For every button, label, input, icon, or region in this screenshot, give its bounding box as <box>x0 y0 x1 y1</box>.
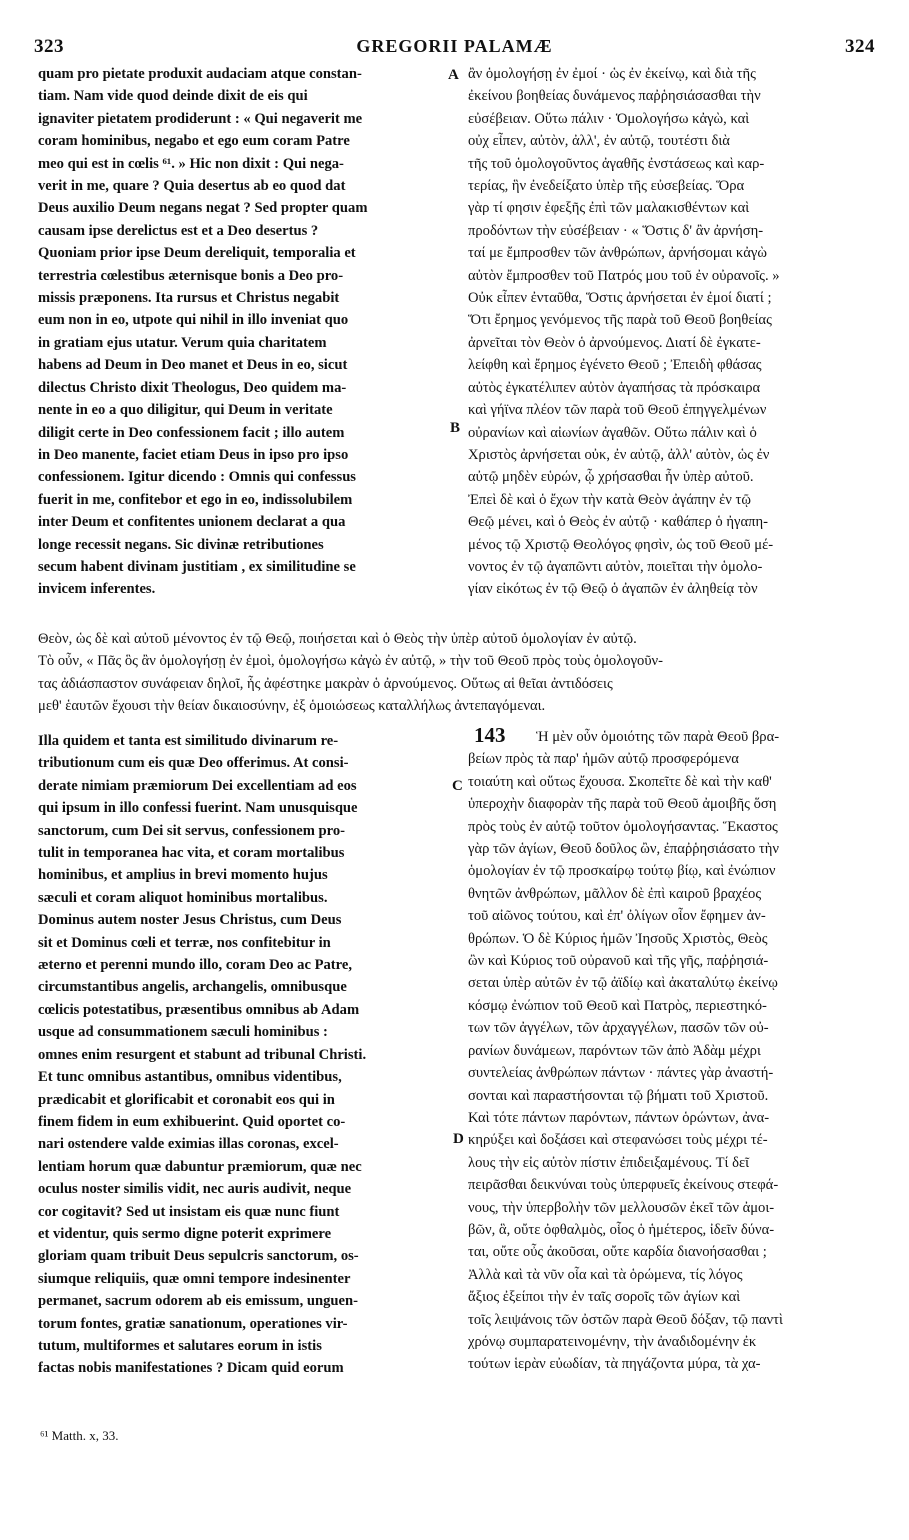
text-line: tiam. Nam vide quod deinde dixit de eis qui <box>38 88 308 105</box>
text-line: torum fontes, gratiæ sanationum, operationes vir- <box>38 1315 348 1332</box>
text-line: κόσμῳ ἐνώπιον τοῦ Θεοῦ καὶ Πατρὸς, περιεστηκό- <box>468 997 767 1014</box>
text-line: derate nimiam præmiorum Dei excellentiam ad eos <box>38 777 357 794</box>
text-line: in Deo manente, faciet etiam Deus in ipso pro ipso <box>38 446 349 463</box>
text-line: τοῖς λειψάνοις τῶν ὀστῶν παρὰ Θεοῦ δόξαν, τῷ παντὶ <box>468 1311 783 1328</box>
text-line: sæculi et coram aliquot hominibus mortalibus. <box>38 889 328 906</box>
text-line: dilectus Christo dixit Theologus, Deo quidem ma- <box>38 379 347 396</box>
text-line: verit in me, quare ? Quia desertus ab eo quod dat <box>38 178 346 195</box>
text-line: coram hominibus, negabo et ego eum coram Patre <box>38 133 350 150</box>
text-line: finem fidem in eum exhibuerint. Quid oportet co- <box>38 1113 346 1130</box>
text-line: θρώπων. Ὁ δὲ Κύριος ἡμῶν Ἰησοῦς Χριστὸς, Θεὸς <box>468 930 768 947</box>
text-line: meo qui est in cœlis ⁶¹. » Hic non dixit : Qui nega- <box>38 155 344 172</box>
text-line: γίαν εἰκότως ἐν τῷ Θεῷ ὁ ἀγαπῶν ἐν ἀληθείᾳ τὸν <box>468 581 758 598</box>
latin-column-bottom <box>38 730 442 1380</box>
text-line: nari ostendere valde eximias illas coronas, excel- <box>38 1136 339 1153</box>
text-line: τοιαύτη καὶ οὕτως ἔχουσα. Σκοπεῖτε δὲ καὶ τὴν καθ' <box>468 773 772 790</box>
margin-marker-a: A <box>448 67 459 83</box>
text-line: σονται καὶ παραστήσονται τῷ βήματι τοῦ Χριστοῦ. <box>468 1087 769 1104</box>
text-line: ἐκείνου βοηθείας δυνάμενος παῤῥησιάσασθαι τὴν <box>468 88 761 105</box>
text-line: πειρᾶσθαι δεικνύναι τοὺς ὑπερφυεῖς ἐκείνους στεφά- <box>468 1177 779 1194</box>
text-line: μένος τῷ Χριστῷ Θεολόγος φησὶν, ὡς τοῦ Θεοῦ μέ- <box>468 536 774 553</box>
text-line: τῆς τοῦ ὁμολογοῦντος ἀγαθῆς ἐνστάσεως καὶ καρ- <box>468 155 765 172</box>
text-line: missis præponens. Ita rursus et Christus negabit <box>38 290 340 307</box>
text-line: oculus noster similis vidit, nec auris audivit, neque <box>38 1181 352 1198</box>
text-line: Deus auxilio Deum negans negat ? Sed propter quam <box>38 200 368 217</box>
footnote: ⁶¹ Matth. x, 33. <box>40 1428 119 1443</box>
text-line: factas nobis manifestationes ? Dicam quid eorum <box>38 1360 344 1377</box>
text-line: Οὐκ εἶπεν ἐνταῦθα, Ὅστις ἀρνήσεται ἐν ἐμοί διατί ; <box>468 290 772 307</box>
text-line: inter Deum et confitentes unionem declarat a qua <box>38 514 346 531</box>
text-line: fuerit in me, confitebor et ego in eo, indissolubilem <box>38 491 353 508</box>
margin-marker-d: D <box>453 1131 464 1147</box>
text-line: προδόντων τὴν εὐσέβειαν · « Ὅστις δ' ἂν ἀρνήση- <box>468 222 764 239</box>
text-line: μεθ' ἑαυτῶν ἔχουσι τὴν θείαν δικαιοσύνην, ἐξ ὁμοιώσεως καταλλήλως ἀντεπαγόμεναι. <box>38 698 546 715</box>
text-line: συντελείας ἀνθρώπων πάντων · πάντες γὰρ ἀναστή- <box>468 1065 774 1082</box>
text-line: causam ipse derelictus est et a Deo desertus ? <box>38 222 319 239</box>
text-line: tributionum cum eis quæ Deo offerimus. At consi- <box>38 755 349 772</box>
text-line: ὢν καὶ Κύριος τοῦ οὐρανοῦ καὶ τῆς γῆς, παῤῥησιά- <box>468 953 769 970</box>
text-line: cœlicis potestatibus, præsentibus omnibus ab Adam <box>38 1001 360 1018</box>
text-line: Dominus autem noster Jesus Christus, cum Deus <box>38 912 342 929</box>
text-line: terrestria cœlestibus æternisque bonis a Deo pro- <box>38 267 344 284</box>
text-line: βείων πρὸς τὰ παρ' ἡμῶν αὐτῷ προσφερόμενα <box>468 751 739 768</box>
text-line: permanet, sacrum odorem ab eis emissum, unguen- <box>38 1293 358 1310</box>
text-line: Ἐπεὶ δὲ καὶ ὁ ἔχων τὴν κατὰ Θεὸν ἀγάπην ἐν τῷ <box>468 491 751 508</box>
latin-column-top <box>38 63 442 601</box>
text-line: invicem inferentes. <box>38 581 156 598</box>
section-number: 143 <box>474 723 506 747</box>
text-line: qui ipsum in illo confessi fuerint. Nam unusquisque <box>38 800 358 817</box>
text-line: λους τὴν εἰς αὐτὸν πίστιν ἐπιδειξαμένους. Τί δεῖ <box>468 1154 750 1171</box>
text-line: γὰρ τί φησιν ἐφεξῆς ἐπὶ τῶν μαλακισθέντων καὶ <box>468 200 750 217</box>
text-line: αὐτὸς ἐγκατέλιπεν αὐτὸν ἀγαπήσας τὰ πρόσκαιρα <box>468 379 761 396</box>
text-line: τοῦ αἰῶνος τούτου, καὶ ἐπ' ὀλίγων οἷον ἔφημεν ἀν- <box>468 908 766 925</box>
text-line: οὐρανίων καὶ αἰωνίων ἀγαθῶν. Οὕτω πάλιν καὶ ὁ <box>468 424 757 441</box>
text-line: gloriam quam tribuit Deus sepulcris sanctorum, os- <box>38 1248 359 1265</box>
text-line: γὰρ τῶν ἁγίων, Θεοῦ δοῦλος ὢν, ἐπαῤῥησιάσατο τὴν <box>468 841 780 858</box>
text-line: ignaviter pietatem prodiderunt : « Qui negaverit me <box>38 110 363 127</box>
text-line: Et tunc omnibus astantibus, omnibus videntibus, <box>38 1069 342 1086</box>
text-line: eum non in eo, utpote qui nihil in illo inveniat quo <box>38 312 349 329</box>
text-line: Τὸ οὖν, « Πᾶς ὃς ἂν ὁμολογήσῃ ἐν ἐμοὶ, ὁμολογήσω κἀγὼ ἐν αὐτῷ, » τὴν τοῦ Θεοῦ πρὸς τοὺς ὁμολογοῦν- <box>38 653 664 670</box>
text-line: των τῶν ἀγγέλων, τῶν ἀρχαγγέλων, πασῶν τῶν οὐ- <box>468 1020 769 1037</box>
text-line: ται, οὔτε οὖς ἀκοῦσαι, οὔτε καρδία διανοήσασθαι ; <box>468 1244 767 1261</box>
text-line: ὁμολογίαν ἐν τῷ προσκαίρῳ τούτῳ βίῳ, καὶ ἐνώπιον <box>468 863 776 880</box>
text-line: cor cogitavit? Sed ut insistam eis quæ nunc fiunt <box>38 1203 340 1220</box>
text-line: et videntur, quis sermo digne poterit exprimere <box>38 1225 332 1242</box>
text-line: αὐτὸν ἔμπροσθεν τοῦ Πατρός μου τοῦ ἐν οὐρανοῖς. » <box>468 267 780 284</box>
greek-full-width-paragraph <box>38 628 876 718</box>
text-line: ἄξιος ἐξείποι τὴν ἐν ταῖς σοροῖς τῶν ἁγίων καὶ <box>468 1289 741 1306</box>
text-line: Καὶ τότε πάντων παρόντων, πάντων ὁρώντων, ἀνα- <box>468 1109 770 1126</box>
text-line: οὐχ εἶπεν, αὐτὸν, ἀλλ', ἐν αὐτῷ, τουτέστι διὰ <box>468 133 730 150</box>
text-line: lentiam horum quæ dabuntur præmiorum, quæ nec <box>38 1158 362 1175</box>
text-line: Illa quidem et tanta est similitudo divinarum re- <box>38 733 339 749</box>
text-line: τερίας, ἣν ἐνεδείξατο ὑπὲρ τῆς εὐσεβείας. Ὅρα <box>468 178 745 195</box>
text-line: in gratiam ejus utatur. Verum quia charitatem <box>38 334 327 351</box>
text-line: habens ad Deum in Deo manet et Deus in eo, sicut <box>38 357 348 374</box>
text-line: ὑπεροχὴν διαφορὰν τῆς παρὰ τοῦ Θεοῦ ἀμοιβῆς ὅση <box>468 796 777 813</box>
text-line: hominibus, et amplius in brevi momento hujus <box>38 867 328 884</box>
text-line: tulit in temporanea hac vita, et coram mortalibus <box>38 845 345 862</box>
text-line: ρανίων δυνάμεων, παρόντων τῶν ἀπὸ Ἀδὰμ μέχρι <box>468 1042 761 1059</box>
text-line: diligit certe in Deo confessionem facit ; illo autem <box>38 424 345 441</box>
text-line: Quoniam prior ipse Deum dereliquit, temporalia et <box>38 245 356 262</box>
text-line: Θεῷ μένει, καὶ ὁ Θεὸς ἐν αὐτῷ · καθάπερ ὁ ἠγαπη- <box>468 514 768 531</box>
running-title: GREGORII PALAMÆ <box>356 36 553 56</box>
text-line: καὶ γήϊνα πλέον τῶν παρὰ τοῦ Θεοῦ ἐπηγγελμένων <box>468 402 767 419</box>
text-line: κηρύξει καὶ δοξάσει καὶ στεφανώσει τοὺς μέχρι τέ- <box>468 1132 768 1149</box>
text-line: Ἡ μὲν οὖν ὁμοιότης τῶν παρὰ Θεοῦ βρα- <box>536 729 780 745</box>
text-line: Χριστὸς ἀρνήσεται οὐκ, ἐν αὐτῷ, ἀλλ' αὐτὸν, ὡς ἐν <box>468 446 770 463</box>
text-line: λείφθη καὶ ἔρημος ἐγένετο Θεοῦ ; Ἐπειδὴ φθάσας <box>468 357 762 374</box>
margin-marker-c: C <box>452 778 463 794</box>
running-header <box>34 36 875 58</box>
text-line: νους, τὴν ὑπερβολὴν τῶν μελλουσῶν ἐκεῖ τῶν ἀμοι- <box>468 1199 775 1216</box>
text-line: Ὅτι ἔρημος γενόμενος τῆς παρὰ τοῦ Θεοῦ βοηθείας <box>468 312 772 329</box>
text-line: σεται ὑπὲρ αὐτῶν ἐν τῷ ἀϊδίῳ καὶ ἀκαταλύτῳ ἐκείνῳ <box>468 975 778 992</box>
text-line: sanctorum, cum Dei sit servus, confessionem pro- <box>38 822 345 839</box>
text-line: ἂν ὁμολογήσῃ ἐν ἐμοί · ὡς ἐν ἐκείνῳ, καὶ διὰ τῆς <box>468 66 756 82</box>
text-line: τας ἀδιάσπαστον συνάφειαν δηλοῖ, ἧς ἀφέστηκε μακρὰν ὁ ἀρνούμενος. Οὕτως αἱ θεῖαι ἀντιδόσεις <box>38 675 613 692</box>
text-line: θνητῶν ἀνθρώπων, μᾶλλον δὲ ἐπὶ καιροῦ βραχέος <box>468 885 762 902</box>
text-line: nente in eo a quo diligitur, qui Deum in veritate <box>38 402 333 419</box>
text-line: circumstantibus angelis, archangelis, omnibusque <box>38 979 347 996</box>
text-line: ἀρνεῖται τὸν Θεὸν ὁ ἀρνούμενος. Διατί δὲ ἐγκατε- <box>468 334 761 351</box>
text-line: εὐσέβειαν. Οὕτω πάλιν · Ὁμολογήσω κἀγὼ, καὶ <box>468 110 750 127</box>
text-line: sit et Dominus cœli et terræ, nos confitebitur in <box>38 934 331 951</box>
text-line: siumque reliquiis, quæ omni tempore indesinenter <box>38 1270 351 1287</box>
text-line: νοντος ἐν τῷ ἀγαπῶντι αὐτὸν, ποιεῖται τὴν ὁμολο- <box>468 558 763 575</box>
text-line: τούτων ἱερὰν εὐωδίαν, τὰ πηγάζοντα μύρα, τὰ χα- <box>468 1356 761 1373</box>
text-line: Θεὸν, ὡς δὲ καὶ αὐτοῦ μένοντος ἐν τῷ Θεῷ, ποιήσεται καὶ ὁ Θεὸς τὴν ὑπὲρ αὐτοῦ ὁμολογίαν ἐν αὐτῷ. <box>38 631 637 647</box>
text-line: tutum, multiformes et salutares eorum in istis <box>38 1337 322 1354</box>
text-line: prædicabit et glorificabit et coronabit eos qui in <box>38 1091 335 1108</box>
greek-column-bottom <box>468 726 878 1376</box>
text-line: χρόνῳ συμπαρατεινομένην, τὴν ἀναδιδομένην ἐκ <box>468 1333 757 1350</box>
margin-marker-b: B <box>450 420 461 436</box>
left-page-number: 323 <box>34 36 64 57</box>
text-line: secum habent divinam justitiam , ex similitudine se <box>38 558 356 575</box>
text-line: usque ad consummationem sæculi hominibus : <box>38 1024 328 1041</box>
text-line: Ἀλλὰ καὶ τὰ νῦν οἷα καὶ τὰ ὁρώμενα, τίς λόγος <box>468 1266 743 1283</box>
text-line: omnes enim resurgent et stabunt ad tribunal Christi. <box>38 1046 367 1063</box>
text-line: quam pro pietate produxit audaciam atque constan- <box>38 66 362 82</box>
text-line: confessionem. Igitur dicendo : Omnis qui confessus <box>38 469 356 486</box>
text-line: βῶν, ἃ, οὔτε ὀφθαλμὸς, οἷος ὁ ἡμέτερος, ἰδεῖν δύνα- <box>468 1221 775 1238</box>
text-line: æterno et perenni mundo illo, coram Deo ac Patre, <box>38 957 352 974</box>
text-line: αὐτῷ μηδὲν εὑρών, ᾧ χρήσασθαι ἦν ὑπὲρ αὐτοῦ. <box>468 469 754 486</box>
text-line: πρὸς τοὺς ἐν αὐτῷ τοῦτον ὁμολογήσαντας. Ἕκαστος <box>468 818 778 835</box>
text-line: ταί με ἔμπροσθεν τῶν ἀνθρώπων, ἀρνήσομαι κἀγὼ <box>468 245 767 262</box>
right-page-number: 324 <box>845 36 875 57</box>
greek-column-top <box>468 63 878 601</box>
text-line: longe recessit negans. Sic divinæ retributiones <box>38 536 324 553</box>
